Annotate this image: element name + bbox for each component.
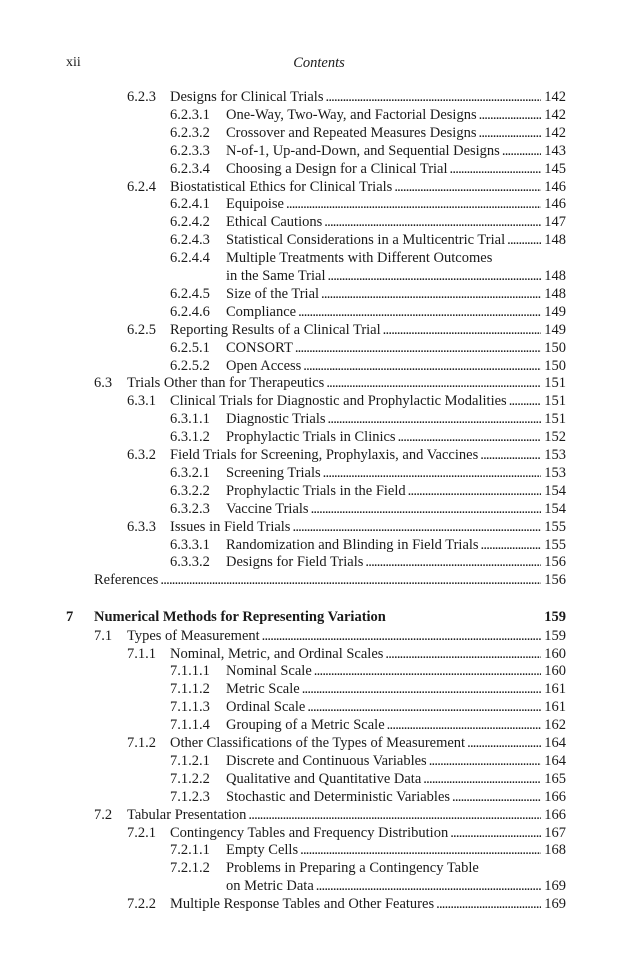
toc-entry[interactable]	[0, 680, 638, 698]
toc-entry-page: 161	[544, 699, 566, 716]
toc-entry-number: 6.2.5.2	[170, 357, 210, 374]
toc-leader-dots	[408, 482, 542, 500]
toc-entry-number: 6.2.4.1	[170, 196, 210, 213]
toc-entry-title: Clinical Trials for Diagnostic and Prophylactic Modalities	[170, 393, 507, 410]
toc-entry-number: 6.3.1.1	[170, 411, 210, 428]
toc-entry-page: 152	[544, 429, 566, 446]
toc-entry-number: 6.2.4	[127, 178, 156, 195]
toc-entry[interactable]	[0, 645, 638, 663]
toc-leader-dots	[429, 752, 542, 770]
toc-entry-page: 146	[544, 178, 566, 195]
running-title: Contents	[293, 55, 345, 71]
toc-entry-number: 6.3.1.2	[170, 429, 210, 446]
toc-leader-dots	[328, 410, 542, 428]
toc-entry[interactable]	[0, 428, 638, 446]
toc-entry-title: Qualitative and Quantitative Data	[226, 770, 422, 787]
toc-leader-dots	[292, 518, 541, 536]
toc-leader-dots	[502, 142, 541, 160]
toc-entry-page: 166	[544, 806, 566, 823]
toc-leader-dots	[286, 195, 541, 213]
toc-leader-dots	[436, 895, 541, 913]
toc-entry[interactable]	[0, 321, 638, 339]
toc-entry[interactable]	[0, 824, 638, 842]
toc-entry-title: Equipoise	[226, 196, 284, 213]
toc-entry[interactable]	[0, 877, 638, 895]
toc-entry-title: Prophylactic Trials in Clinics	[226, 429, 396, 446]
toc-entry[interactable]	[0, 303, 638, 321]
toc-entry-number: 6.3.2.1	[170, 464, 210, 481]
toc-leader-dots	[295, 339, 541, 357]
toc-entry[interactable]	[0, 231, 638, 249]
toc-entry[interactable]	[0, 106, 638, 124]
toc-entry-number: 7.2	[94, 806, 113, 823]
toc-entry-number: 6.2.3.2	[170, 124, 210, 141]
toc-entry-title: Choosing a Design for a Clinical Trial	[226, 160, 448, 177]
toc-entry-page: 147	[544, 214, 566, 231]
toc-entry-page: 153	[544, 447, 566, 463]
toc-entry-number: 7.1	[94, 627, 113, 644]
page-number: xii	[66, 55, 81, 70]
toc-entry[interactable]	[0, 698, 638, 716]
toc-entry-title: Issues in Field Trials	[170, 518, 291, 535]
toc-entry[interactable]	[0, 788, 638, 806]
toc-entry-title: CONSORT	[226, 339, 293, 356]
toc-entry-title: Nominal Scale	[226, 663, 312, 680]
toc-leader-dots	[328, 267, 542, 285]
toc-entry[interactable]	[0, 536, 638, 554]
toc-leader-dots	[481, 536, 542, 554]
toc-leader-dots	[365, 553, 541, 571]
toc-entry-title: Metric Scale	[226, 681, 300, 698]
toc-entry-number: 6.3.2.2	[170, 482, 210, 499]
toc-entry-title: Prophylactic Trials in the Field	[226, 482, 406, 499]
toc-entry-number: 6.2.4.3	[170, 232, 210, 249]
toc-entry-title: Grouping of a Metric Scale	[226, 717, 385, 734]
toc-entry-number: 6.2.3	[127, 89, 156, 105]
toc-leader-dots	[324, 213, 541, 231]
toc-entry[interactable]	[0, 410, 638, 428]
toc-entry-title: Statistical Considerations in a Multicentric Trial	[226, 232, 506, 249]
toc-entry-number: 7.1.1.3	[170, 699, 210, 716]
toc-entry[interactable]	[0, 571, 638, 589]
toc-leader-dots	[383, 321, 542, 339]
toc-entry-title: Size of the Trial	[226, 285, 320, 302]
toc-leader-dots	[394, 178, 541, 196]
toc-entry-number: 6.3.2.3	[170, 500, 210, 517]
toc-entry-number: 7.1.2.1	[170, 752, 210, 769]
toc-entry-number: 7.1.2	[127, 735, 156, 751]
toc-entry-number: 6.3.2	[127, 447, 156, 463]
toc-entry[interactable]	[0, 142, 638, 160]
toc-entry-page: 145	[544, 160, 566, 177]
toc-entry-page: 142	[544, 89, 566, 105]
toc-entry-page: 148	[544, 285, 566, 302]
toc-leader-dots	[423, 770, 541, 788]
toc-entry[interactable]	[0, 716, 638, 734]
toc-leader-dots	[452, 788, 541, 806]
toc-entry-number: 6.2.4.4	[170, 250, 210, 267]
toc-entry-title: Problems in Preparing a Contingency Table	[226, 860, 479, 877]
toc-entry[interactable]	[0, 178, 638, 196]
toc-entry-page: 155	[544, 536, 566, 553]
toc-entry-number: 6.2.3.1	[170, 106, 210, 123]
toc-entry-page: 150	[544, 357, 566, 374]
toc-entry-page: 149	[544, 321, 566, 338]
toc-entry-title: Screening Trials	[226, 464, 321, 481]
toc-entry-number: 7.2.1.1	[170, 842, 210, 859]
toc-entry-title: Designs for Field Trials	[226, 554, 364, 571]
toc-entry[interactable]	[0, 734, 638, 752]
toc-entry[interactable]	[0, 662, 638, 680]
toc-entry-page: 153	[544, 464, 566, 481]
toc-entry-page: 169	[544, 896, 566, 913]
toc-entry-title: Types of Measurement	[127, 627, 260, 644]
toc-entry-title: Diagnostic Trials	[226, 411, 326, 428]
toc-entry[interactable]	[0, 841, 638, 859]
toc-leader-dots	[450, 160, 542, 178]
toc-entry-number: 6.3	[94, 375, 113, 392]
toc-entry[interactable]	[0, 518, 638, 536]
page-header	[0, 0, 638, 80]
toc-entry[interactable]	[0, 392, 638, 410]
toc-entry-page: 154	[544, 500, 566, 517]
toc-entry-title: Biostatistical Ethics for Clinical Trials	[170, 178, 393, 195]
toc-leader-dots	[300, 841, 541, 859]
toc-entry-title: Vaccine Trials	[226, 500, 309, 517]
toc-leader-dots	[507, 231, 541, 249]
toc-entry-title: References	[94, 572, 159, 589]
toc-leader-dots	[307, 698, 541, 716]
toc-entry-page: 151	[544, 375, 566, 392]
toc-entry-title: Numerical Methods for Representing Variation	[94, 609, 386, 626]
toc-leader-dots	[323, 464, 542, 482]
toc-entry-number: 7.2.2	[127, 896, 156, 913]
toc-entry-page: 151	[544, 411, 566, 428]
toc-entry[interactable]	[0, 500, 638, 518]
toc-entry[interactable]	[0, 895, 638, 913]
toc-entry[interactable]	[0, 464, 638, 482]
toc-entry-page: 156	[544, 554, 566, 571]
toc-entry-title: One-Way, Two-Way, and Factorial Designs	[226, 106, 477, 123]
toc-entry-page: 148	[544, 268, 566, 284]
toc-entry-title: Field Trials for Screening, Prophylaxis, and Vaccines	[170, 447, 479, 463]
toc-entry[interactable]	[0, 446, 638, 464]
toc-entry-number: 7.1.1.4	[170, 717, 210, 734]
toc-entry-title: Empty Cells	[226, 842, 299, 859]
toc-entry-title: Discrete and Continuous Variables	[226, 752, 427, 769]
toc-entry-number: 6.3.1	[127, 393, 156, 410]
toc-entry-title: Reporting Results of a Clinical Trial	[170, 321, 381, 338]
toc-entry-page: 165	[544, 770, 566, 787]
toc-entry-number: 7.1.1.1	[170, 663, 210, 680]
toc-leader-dots	[160, 571, 541, 589]
toc-leader-dots	[314, 662, 541, 680]
toc-entry[interactable]	[0, 339, 638, 357]
toc-entry-page: 146	[544, 196, 566, 213]
toc-entry-page: 159	[544, 609, 566, 626]
toc-entry-title: Trials Other than for Therapeutics	[127, 375, 325, 392]
toc-entry-title: Open Access	[226, 357, 302, 374]
toc-entry-title: Tabular Presentation	[127, 806, 247, 823]
toc-entry[interactable]	[0, 88, 638, 106]
toc-entry-page: 162	[544, 717, 566, 734]
toc-entry-title: Multiple Treatments with Different Outcomes	[226, 250, 493, 267]
toc-leader-dots	[385, 645, 541, 663]
toc-entry-page: 168	[544, 842, 566, 859]
toc-entry-number: 7.1.2.3	[170, 788, 210, 805]
toc-entry-page: 154	[544, 482, 566, 499]
toc-entry-page: 160	[544, 663, 566, 680]
toc-entry[interactable]	[0, 482, 638, 500]
toc-entry-number: 6.2.4.5	[170, 285, 210, 302]
toc-entry-title: Designs for Clinical Trials	[170, 89, 324, 105]
toc-entry[interactable]	[0, 160, 638, 178]
toc-leader-dots	[262, 627, 542, 645]
toc-entry-number: 6.2.5	[127, 321, 156, 338]
toc-entry-page: 149	[544, 303, 566, 320]
toc-entry-page: 160	[544, 645, 566, 662]
toc-leader-dots	[467, 734, 541, 752]
toc-leader-dots	[509, 392, 542, 410]
toc-entry-page: 150	[544, 339, 566, 356]
toc-entry-page: 143	[544, 142, 566, 159]
toc-entry[interactable]	[0, 124, 638, 142]
toc-leader-dots	[387, 716, 542, 734]
toc-entry-title: Contingency Tables and Frequency Distribution	[170, 824, 449, 841]
toc-entry[interactable]	[0, 806, 638, 824]
toc-entry-number: 7.2.1	[127, 824, 156, 841]
toc-entry-number: 6.3.3	[127, 518, 156, 535]
toc-entry-number: 7.1.1.2	[170, 681, 210, 698]
toc-leader-dots	[303, 357, 541, 375]
toc-entry-title: Stochastic and Deterministic Variables	[226, 788, 451, 805]
toc-entry-page: 156	[544, 572, 566, 589]
toc-leader-dots	[321, 285, 541, 303]
toc-leader-dots	[479, 106, 542, 124]
toc-entry[interactable]	[0, 267, 638, 285]
toc-leader-dots	[326, 374, 541, 392]
toc-entry-title: on Metric Data	[226, 878, 314, 895]
toc-entry-number: 7.2.1.2	[170, 860, 210, 877]
toc-entry-page: 167	[544, 824, 566, 841]
toc-entry-title: Randomization and Blinding in Field Trials	[226, 536, 479, 553]
toc-entry[interactable]	[0, 770, 638, 788]
toc-entry-page: 169	[544, 878, 566, 895]
toc-leader-dots	[398, 428, 542, 446]
toc-entry[interactable]	[0, 357, 638, 375]
toc-leader-dots	[311, 500, 542, 518]
toc-entry-title: Ethical Cautions	[226, 214, 323, 231]
toc-entry-number: 6.2.3.4	[170, 160, 210, 177]
toc-entry-title: Other Classifications of the Types of Measurement	[170, 735, 466, 751]
toc-entry[interactable]	[0, 627, 638, 645]
toc-entry-page: 166	[544, 788, 566, 805]
toc-entry-page: 151	[544, 393, 566, 410]
toc-entry[interactable]	[0, 859, 638, 877]
toc-entry-title: Multiple Response Tables and Other Features	[170, 896, 435, 913]
toc-entry-page: 148	[544, 232, 566, 249]
toc-leader-dots	[478, 124, 541, 142]
toc-leader-dots	[480, 446, 541, 464]
toc-entry-number: 6.2.5.1	[170, 339, 210, 356]
toc-leader-dots	[302, 680, 542, 698]
toc-leader-dots	[316, 877, 541, 895]
toc-leader-dots	[450, 824, 541, 842]
toc-entry[interactable]	[0, 374, 638, 392]
toc-entry-title: Crossover and Repeated Measures Designs	[226, 124, 477, 141]
toc-entry-page: 142	[544, 124, 566, 141]
toc-entry-page: 161	[544, 681, 566, 698]
toc-entry-page: 142	[544, 106, 566, 123]
toc-entry[interactable]	[0, 195, 638, 213]
toc-leader-dots	[248, 806, 541, 824]
toc-entry-page: 155	[544, 518, 566, 535]
toc-leader-dots	[325, 88, 541, 106]
toc-entry-number: 7.1.2.2	[170, 770, 210, 787]
toc-entry-title: Nominal, Metric, and Ordinal Scales	[170, 645, 384, 662]
toc-entry-title: Ordinal Scale	[226, 699, 306, 716]
toc-leader-dots	[298, 303, 541, 321]
toc-entry[interactable]	[0, 285, 638, 303]
toc-entry[interactable]	[0, 213, 638, 231]
toc-entry-title: Compliance	[226, 303, 297, 320]
toc-entry-number: 7	[66, 609, 74, 626]
toc-entry-number: 6.2.4.2	[170, 214, 210, 231]
toc-entry[interactable]	[0, 249, 638, 267]
toc-entry-number: 6.2.4.6	[170, 303, 210, 320]
toc-entry-page: 164	[544, 752, 566, 769]
toc-entry[interactable]	[0, 752, 638, 770]
toc-entry-page: 164	[544, 735, 566, 751]
toc-entry-title: in the Same Trial	[226, 268, 326, 284]
toc-entry-page: 159	[544, 627, 566, 644]
toc-chapter-entry[interactable]	[0, 608, 638, 626]
toc-entry-number: 6.2.3.3	[170, 142, 210, 159]
toc-entry-title: N-of-1, Up-and-Down, and Sequential Designs	[226, 142, 500, 159]
toc-entry-number: 7.1.1	[127, 645, 156, 662]
toc-entry-number: 6.3.3.1	[170, 536, 210, 553]
toc-entry[interactable]	[0, 553, 638, 571]
toc-entry-number: 6.3.3.2	[170, 554, 210, 571]
